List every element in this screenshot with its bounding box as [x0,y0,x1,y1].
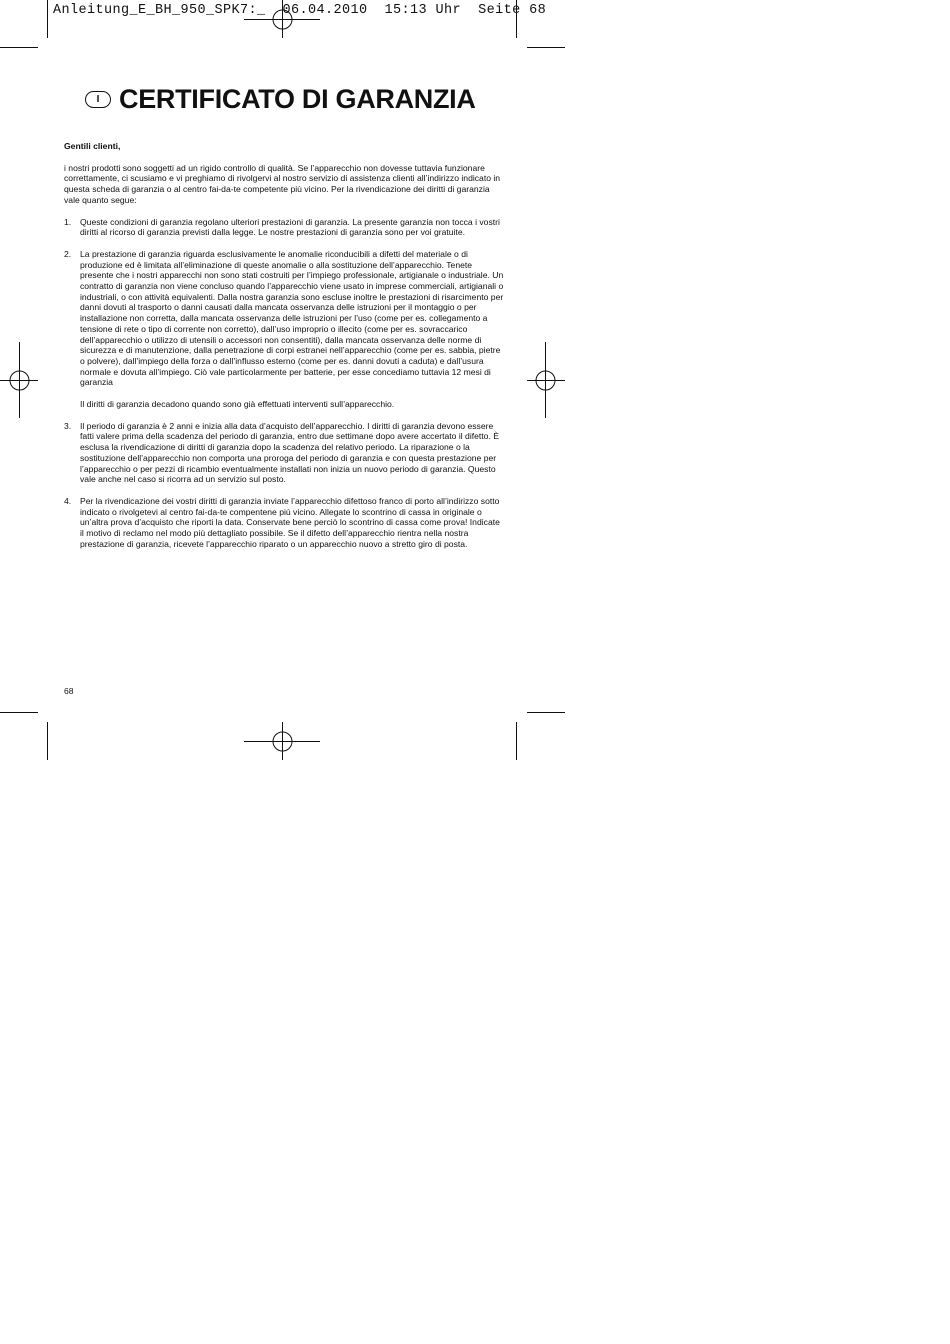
item-number: 4. [64,495,72,506]
greeting: Gentili clienti, [64,141,121,151]
condition-item-1 [64,217,504,238]
item-paragraph: Il diritti di garanzia decadono quando sono già effettuati interventi sull’apparecchio. [80,399,395,410]
print-slug: Anleitung_E_BH_950_SPK7:_ 06.04.2010 15:13 Uhr Seite 68 [53,3,547,18]
page-title: CERTIFICATO DI GARANZIA [119,84,476,114]
intro-paragraph: i nostri prodotti sono soggetti ad un rigido controllo di qualità. Se l’apparecchio non dovesse tuttavia funzionare correttamente, ci scusiamo e vi preghiamo di rivolgervi al nostro servizio di assistenza clienti all’indirizzo indicato in questa scheda di garanzia o al centro fai-da-te competente più vicino. Per la rivendicazione dei diritti di garanzia vale quanto segue: [64,162,501,205]
condition-item-4 [64,496,504,550]
item-paragraph: Queste condizioni di garanzia regolano ulteriori prestazioni di garanzia. La presente garanzia non tocca i vostri diritti al ricorso di garanzia previsti dalla legge. Le nostre prestazioni di garanzia sono per voi gratuite. [80,216,500,238]
item-paragraph: Per la rivendicazione dei vostri diritti di garanzia inviate l’apparecchio difettoso franco di porto all’indirizzo sotto indicato o rivolgetevi al centro fai-da-te compentene più vicino. Allegate lo scontrino di cassa in originale o un’altra prova d’acquisto che riporti la data. Conservate bene perciò lo scontrino di cassa come prova! Indicate il motivo di reclamo nel modo più dettagliato possibile. Se il difetto dell’apparecchio rientra nella nostra prestazione di garanzia, ricevete l’apparecchio riparato o un apparecchio nuovo a stretto giro di posta. [80,495,500,549]
language-badge: I [85,91,111,108]
condition-item-3 [64,421,504,485]
warranty-text [64,141,504,561]
title-row [85,84,476,115]
item-paragraph: Il periodo di garanzia è 2 anni e inizia alla data d’acquisto dell’apparecchio. I diritti di garanzia devono essere fatti valere prima della scadenza del periodo di garanzia, entro due settimane dopo avere accertato il difetto. È esclusa la rivendicazione di diritti di garanzia dopo la scadenza del relativo periodo. La riparazione o la sostituzione dell’apparecchio non comporta una proroga del periodo di garanzia e con questa prestazione per l’apparecchio o per pezzi di ricambio eventualmente installati non inizia un nuovo periodo di garanzia. Questo vale anche nel caso si ricorra ad un servizio sul posto. [80,420,499,485]
condition-item-2 [64,249,504,410]
page-number: 68 [64,686,74,696]
item-number: 2. [64,248,72,259]
item-number: 1. [64,216,72,227]
item-number: 3. [64,420,72,431]
item-paragraph: La prestazione di garanzia riguarda esclusivamente le anomalie riconducibili a difetti del materiale o di produzione ed è limitata all’eliminazione di queste anomalie o alla sostituzione dell’apparecchio. Tenete presente che i nostri apparecchi non sono stati costruiti per l’impiego professionale, artigianale o industriale. Un contratto di garanzia non viene concluso quando l’apparecchio viene usato in imprese commerciali, artigianali o industriali, o con attività equivalenti. Dalla nostra garanzia sono escluse inoltre le prestazioni di risarcimento per danni dovuti al trasporto o danni causati dalla mancata osservanza delle istruzioni per il montaggio o per installazione non corretta, dalla mancata osservanza delle istruzioni per l’uso (come per es. collegamento a tensione di rete o tipo di corrente non corretto), dall’uso improprio o illecito (come per es. sovraccarico dell’apparecchio o utilizzo di utensili o accessori non consentiti), dalla mancata osservanza delle norme di sicurezza e di manutenzione, dalla penetrazione di corpi estranei nell’apparecchio (come per es. sabbia, pietre o polvere), dall’impiego della forza o dall’influsso esterno (come per es. danni dovuti a caduta) e dall’usura normale e dovuta all’impiego. Ciò vale particolarmente per batterie, per esse concediamo tuttavia 12 mesi di garanzia [80,248,504,388]
